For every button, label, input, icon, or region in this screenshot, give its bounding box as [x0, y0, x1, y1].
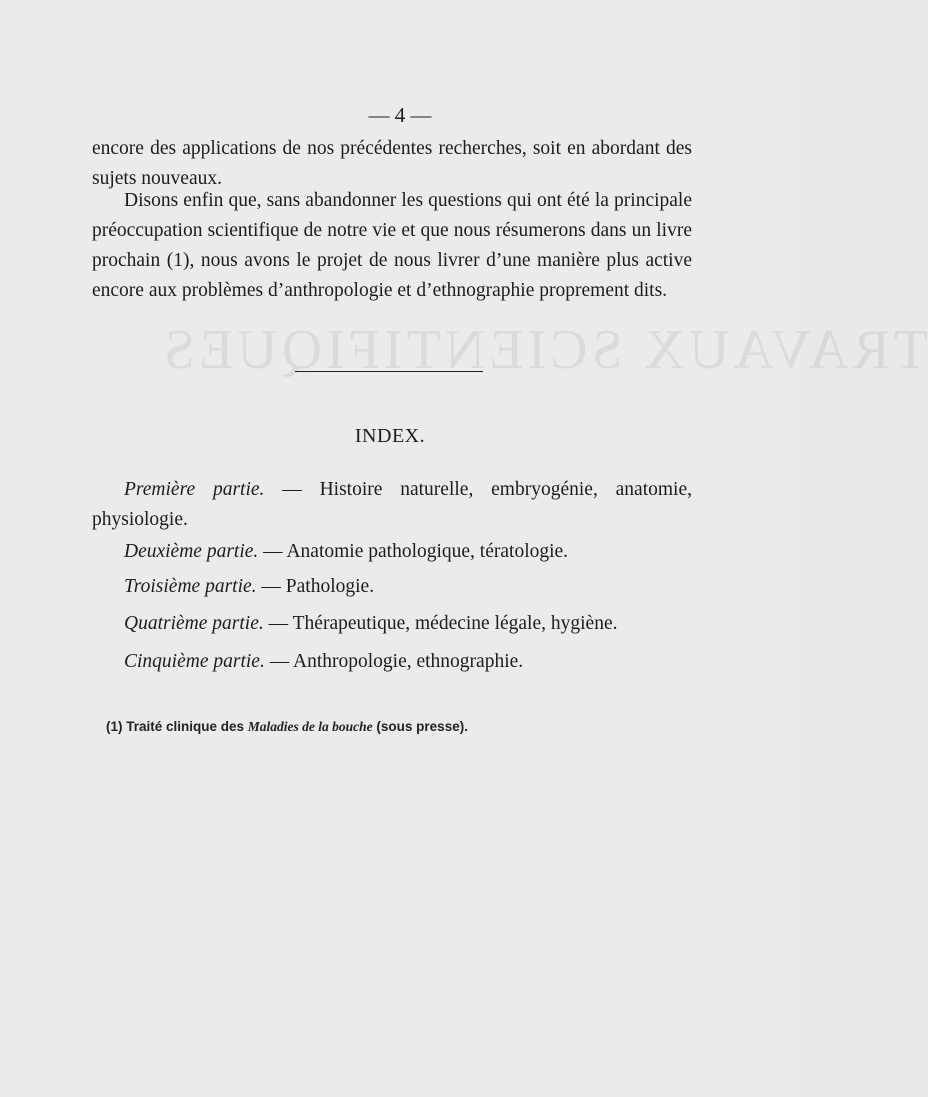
index-entry-part: Deuxième partie.	[124, 541, 259, 562]
index-title: INDEX.	[354, 425, 426, 447]
page-number: — 4 —	[368, 103, 432, 127]
index-entry	[92, 647, 724, 677]
paragraph-projects: Disons enfin que, sans abandonner les questions qui ont été la principale préoccupation scientifique de notre vie et que nous résumerons dans un livre prochain (1), nous avons le projet de nous livrer d’une manière plus active encore aux problèmes d’anthropologie et d’ethnographie proprement dits.	[92, 190, 692, 301]
footnote-suffix: (sous presse).	[372, 719, 468, 734]
index-entry-part: Quatrième partie.	[124, 613, 264, 634]
footnote-book-title: Maladies de la bouche	[247, 719, 373, 734]
index-entry-text: — Anthropologie, ethnographie.	[264, 651, 524, 672]
footnote	[106, 719, 706, 735]
footnote-prefix: (1) Traité clinique des	[106, 719, 248, 734]
index-entry-part: Première partie.	[124, 479, 265, 500]
index-entry-text: — Thérapeutique, médecine légale, hygiène.	[263, 613, 618, 634]
index-entry	[92, 475, 692, 535]
paragraph-continued: encore des applications de nos précédentes recherches, soit en abordant des sujets nouveaux.	[92, 138, 692, 189]
index-entry-part: Cinquième partie.	[124, 651, 265, 672]
index-entry	[92, 609, 724, 639]
index-entry	[92, 572, 724, 602]
index-entry-part: Troisième partie.	[124, 576, 257, 597]
index-entry	[92, 537, 724, 567]
index-entry-text: — Pathologie.	[256, 576, 375, 597]
bleed-through-heading: TRAVAUX SCIENTIFIQUES	[160, 319, 928, 381]
section-divider	[295, 371, 483, 372]
index-entry-text: — Anatomie pathologique, tératologie.	[258, 541, 569, 562]
index-entry-text: — Histoire naturelle, embryogénie, anatomie, physiologie.	[92, 479, 692, 530]
